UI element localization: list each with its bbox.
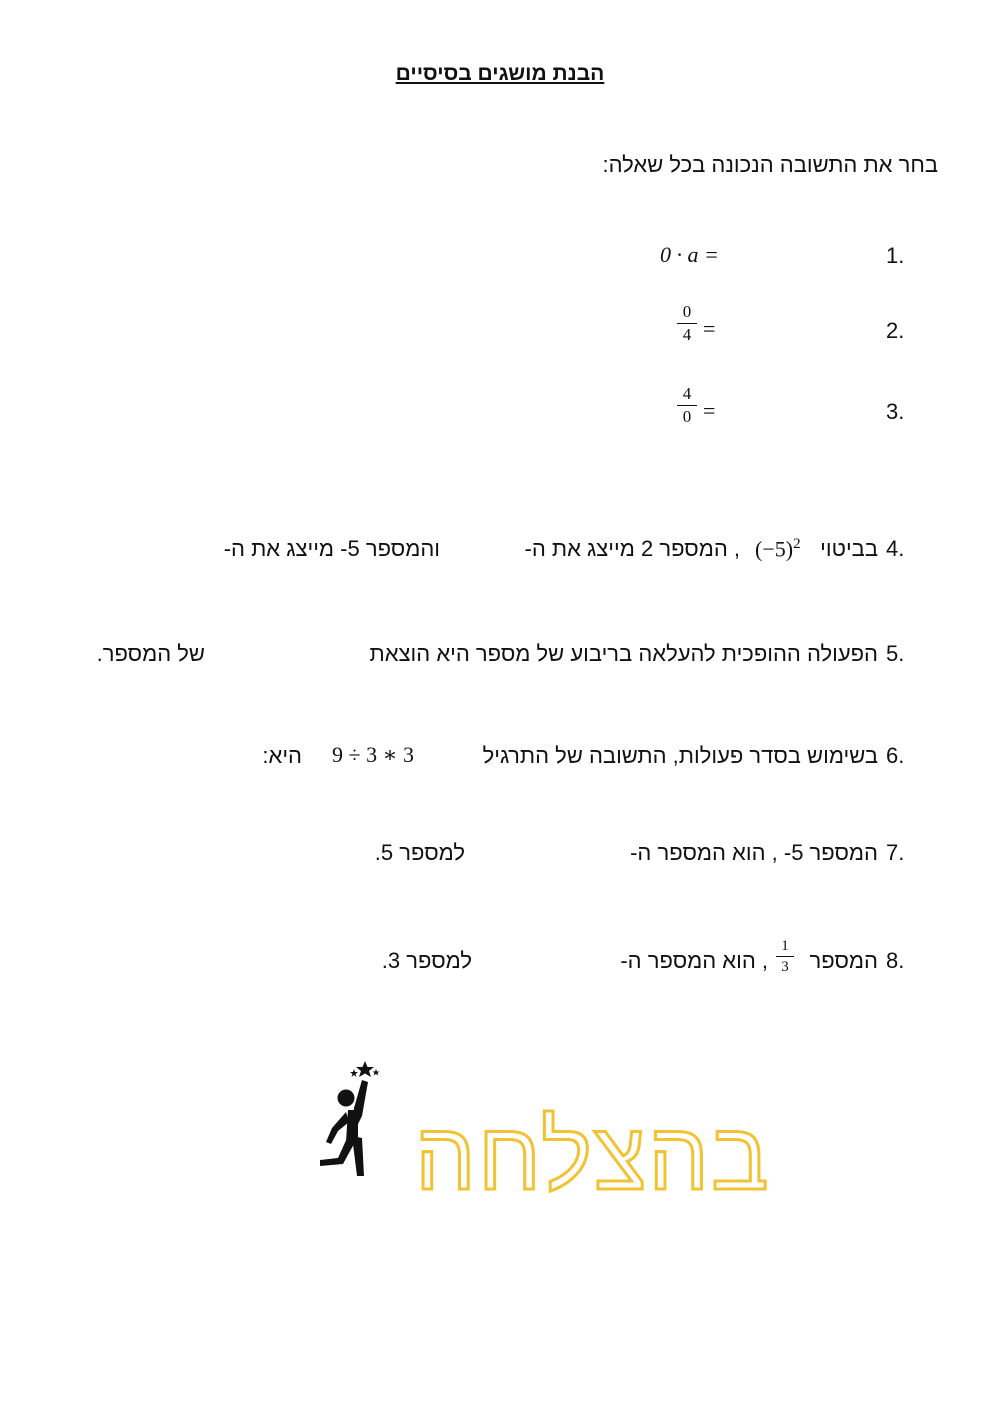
- question-4-number: 4.: [886, 536, 905, 561]
- question-4-base: (−5): [755, 536, 794, 562]
- question-3-equals: =: [703, 398, 716, 423]
- question-8-text-c: למספר 3.: [381, 948, 472, 973]
- question-8-text-b: , הוא המספר ה-: [620, 948, 768, 973]
- question-8-number: 8.: [886, 948, 905, 973]
- question-6-text-b: היא:: [262, 743, 302, 768]
- question-8-numerator: 1: [781, 938, 789, 954]
- page-title: הבנת מושגים בסיסיים: [395, 62, 605, 85]
- question-2-denominator: 4: [682, 325, 692, 344]
- question-6-expression: 9 ÷ 3 ∗ 3: [332, 742, 415, 767]
- question-3-numerator: 4: [682, 384, 692, 403]
- question-2-fraction: [677, 304, 697, 343]
- question-4-text-a: בביטוי: [820, 536, 878, 561]
- question-2-numerator: 0: [682, 302, 692, 321]
- question-7-number: 7.: [886, 840, 905, 865]
- question-5-text-a: הפעולה ההופכית להעלאה בריבוע של מספר היא הוצאת: [369, 641, 878, 666]
- question-7-text-a: המספר 5- , הוא המספר ה-: [630, 840, 878, 865]
- question-8-text-a: המספר: [809, 948, 878, 973]
- question-6-number: 6.: [886, 743, 905, 768]
- question-7-text-b: למספר 5.: [374, 840, 465, 865]
- question-5-text-b: של המספר.: [96, 641, 205, 666]
- question-4-expression: [755, 536, 801, 562]
- success-text: בהצלחה: [415, 1100, 771, 1212]
- question-3-fraction: [677, 386, 697, 425]
- reaching-star-person-icon: [312, 1058, 392, 1183]
- question-8-denominator: 3: [781, 959, 789, 975]
- question-8-fraction: [776, 938, 794, 975]
- instruction: בחר את התשובה הנכונה בכל שאלה:: [602, 152, 938, 177]
- question-4-exponent: 2: [793, 536, 801, 552]
- question-4-text-c: והמספר 5- מייצג את ה-: [223, 536, 440, 561]
- question-4-text-b: , המספר 2 מייצג את ה-: [524, 536, 740, 561]
- question-3-number: 3.: [886, 399, 905, 424]
- question-2-number: 2.: [886, 318, 905, 343]
- question-5-number: 5.: [886, 641, 905, 666]
- question-3-denominator: 0: [682, 407, 692, 426]
- question-2-equals: =: [703, 316, 716, 341]
- question-1-number: 1.: [886, 243, 905, 268]
- question-6-text-a: בשימוש בסדר פעולות, התשובה של התרגיל: [482, 743, 878, 768]
- question-1-expression: 0 · a =: [660, 242, 719, 267]
